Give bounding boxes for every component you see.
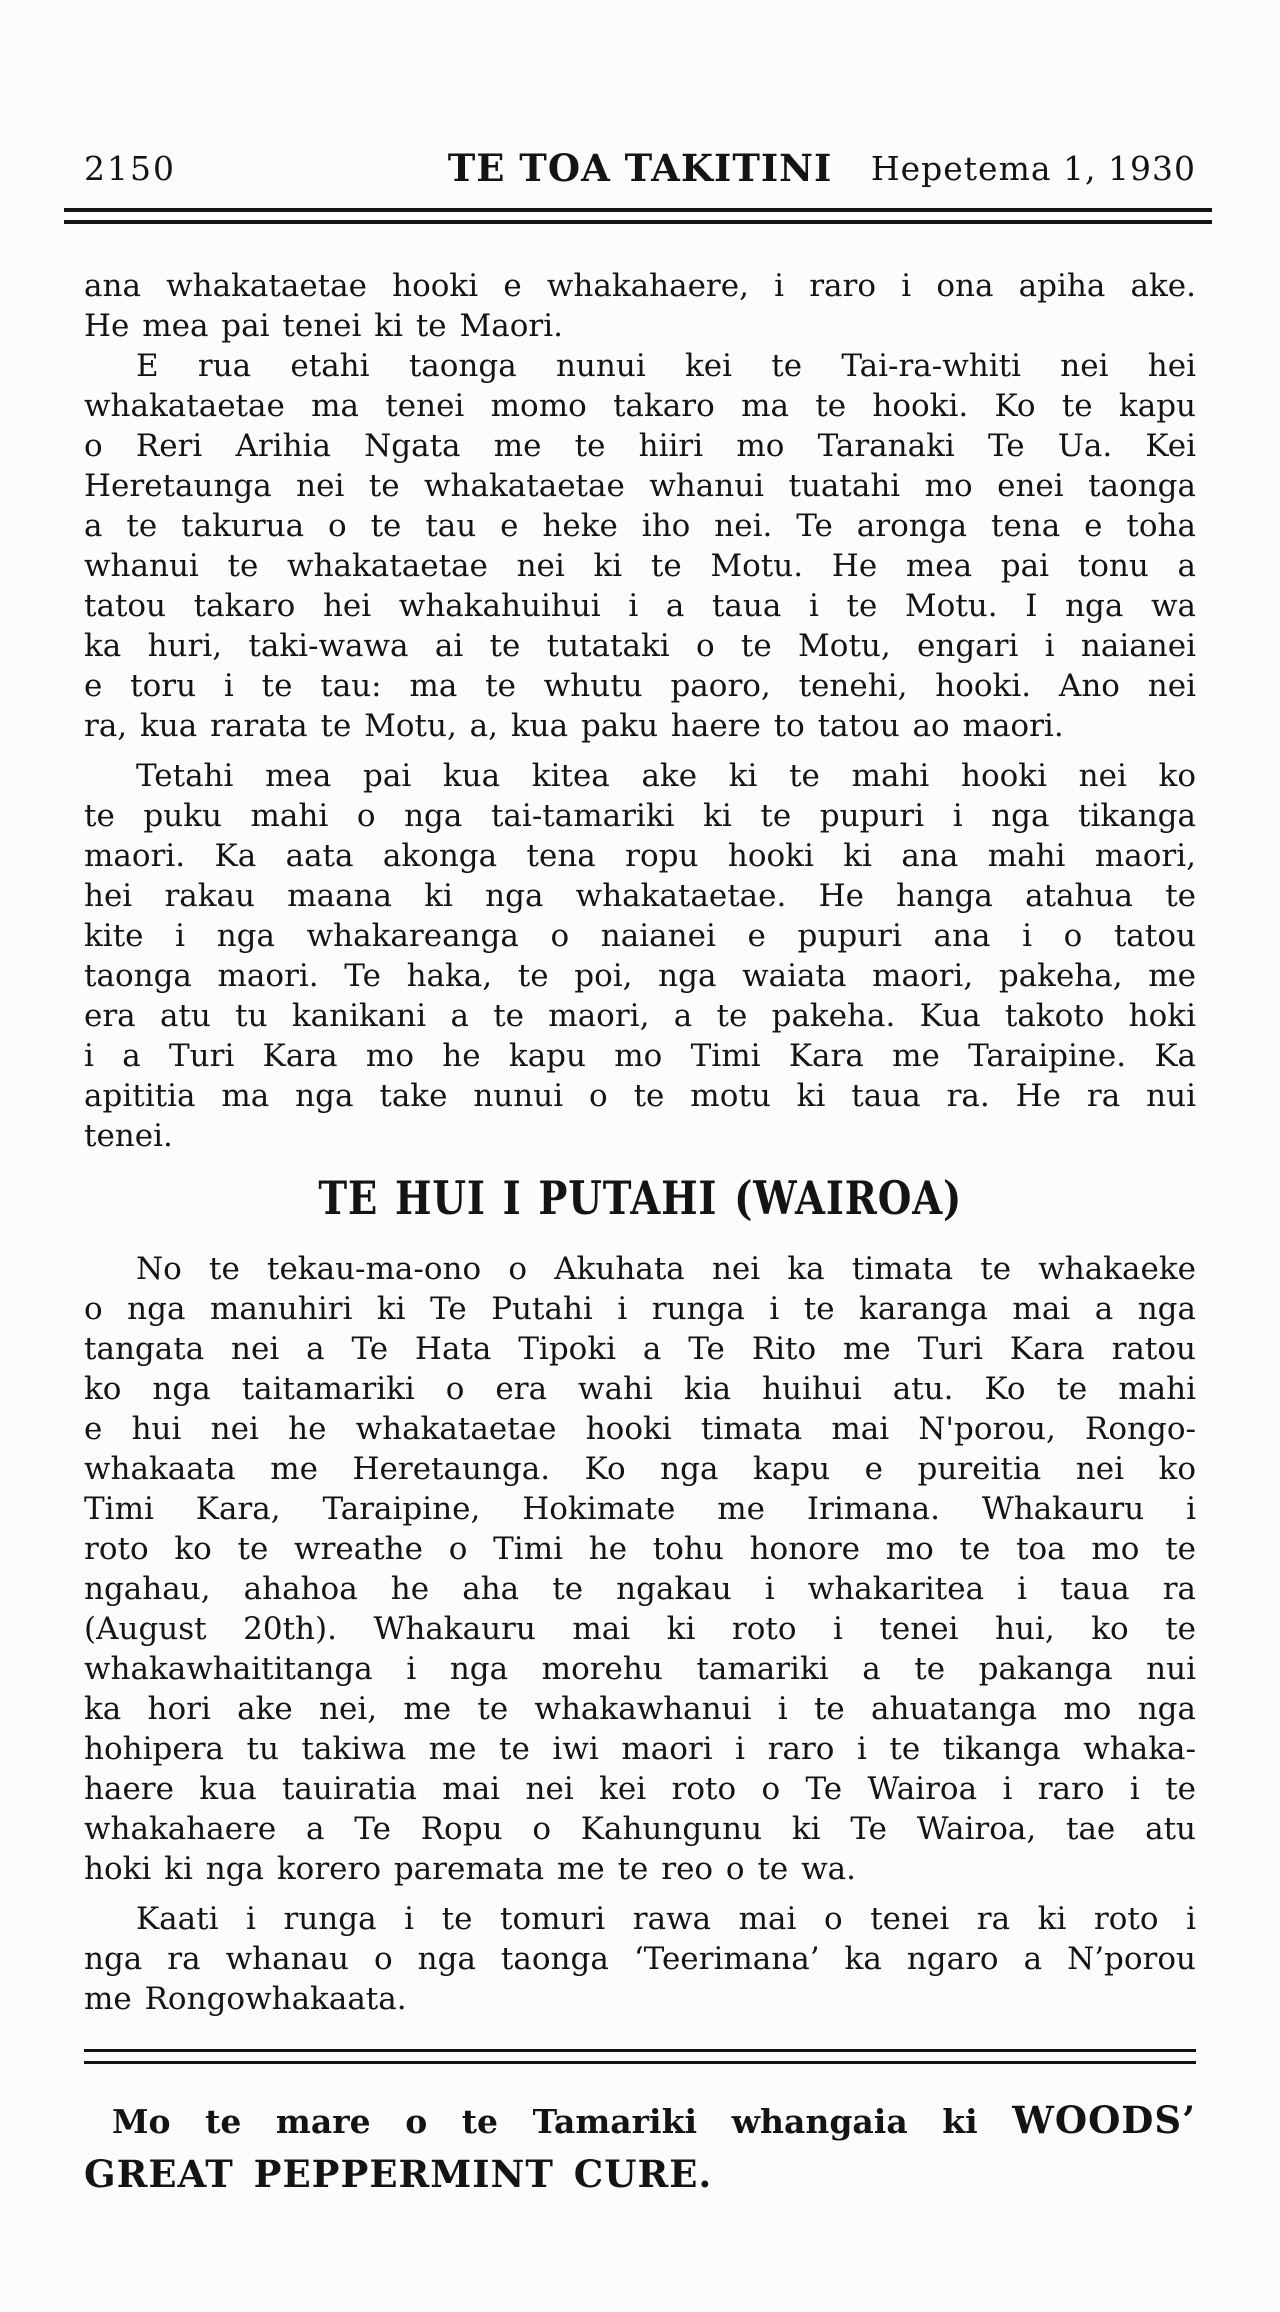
page-number: 2150: [84, 149, 176, 188]
article-body: [84, 266, 1196, 2019]
paragraph: E rua etahi taonga nunui kei te Tai-ra-whiti nei hei whakataetae ma tenei momo takaro ma te hooki. Ko te kapu o Reri Arihia Ngata me te hiiri mo Taranaki Te Ua. Kei Heretaunga nei te whakataetae whanui tuatahi mo enei taonga a te takurua o te tau e heke iho nei. Te aronga tena e toha whanui te whakataetae nei ki te Motu. He mea pai tonu a tatou takaro hei whakahuihui i a taua i te Motu. I nga wa ka huri, taki-wawa ai te tutataki o te Motu, engari i naianei e toru i te tau: ma te whutu paoro, tenehi, hooki. Ano nei ra, kua rarata te Motu, a, kua paku haere to tatou ao maori.: [84, 348, 1196, 744]
paragraph: Kaati i runga i te tomuri rawa mai o tenei ra ki roto i nga ra whanau o nga taonga ‘Teerimana’ ka ngaro a N’porou me Rongowhakaata.: [84, 1900, 1196, 2017]
ad-brand-name: WOODS’ GREAT PEPPERMINT CURE.: [84, 2097, 1196, 2196]
ad-text: Mo te mare o te Tamariki whangaia ki: [112, 2101, 978, 2141]
footer-divider-rule: [84, 2049, 1196, 2064]
page-header: [84, 148, 1196, 188]
article-heading-text: TE HUI I PUTAHI (WAIROA): [318, 1171, 962, 1225]
article-heading: [84, 1172, 1196, 1225]
issue-date: Hepetema 1, 1930: [870, 149, 1196, 188]
paragraph-continued: ana whakataetae hooki e whakahaere, i raro i ona apiha ake. He mea pai tenei ki te Maori.: [84, 268, 1196, 344]
paragraph: No te tekau-ma-ono o Akuhata nei ka timata te whakaeke o nga manuhiri ki Te Putahi i runga i te karanga mai a nga tangata nei a Te Hata Tipoki a Te Rito me Turi Kara ratou ko nga taitamariki o era wahi kia huihui atu. Ko te mahi e hui nei he whakataetae hooki timata mai N'porou, Rongo- whakaata me Heretaunga. Ko nga kapu e pureitia nei ko Timi Kara, Taraipine, Hokimate me Irimana. Whakauru i roto ko te wreathe o Timi he tohu honore mo te toa mo te ngahau, ahahoa he aha te ngakau i whakaritea i taua ra (August 20th). Whakauru mai ki roto i tenei hui, ko te whakawhaititanga i nga morehu tamariki a te pakanga nui ka hori ake nei, me te whakawhanui i te ahuatanga mo nga hohipera tu takiwa me te iwi maori i raro i te tikanga whaka- haere kua tauiratia mai nei kei roto o Te Wairoa i raro i te whakahaere a Te Ropu o Kahungunu ki Te Wairoa, tae atu hoki ki nga korero paremata me te reo o te wa.: [84, 1250, 1196, 1887]
masthead-title: TE TOA TAKITINI: [447, 146, 833, 190]
header-divider-rule: [64, 208, 1212, 224]
paragraph: Tetahi mea pai kua kitea ake ki te mahi hooki nei ko te puku mahi o nga tai-tamariki ki te pupuri i nga tikanga maori. Ka aata akonga tena ropu hooki ki ana mahi maori, hei rakau maana ki nga whakataetae. He hanga atahua te kite i nga whakareanga o naianei e pupuri ana i o tatou taonga maori. Te haka, te poi, nga waiata maori, pakeha, me era atu tu kanikani a te maori, a te pakeha. Kua takoto hoki i a Turi Kara mo he kapu mo Timi Kara me Taraipine. Ka apititia ma nga take nunui o te motu ki taua ra. He ra nui tenei.: [84, 758, 1196, 1154]
advertisement: [84, 2094, 1196, 2202]
